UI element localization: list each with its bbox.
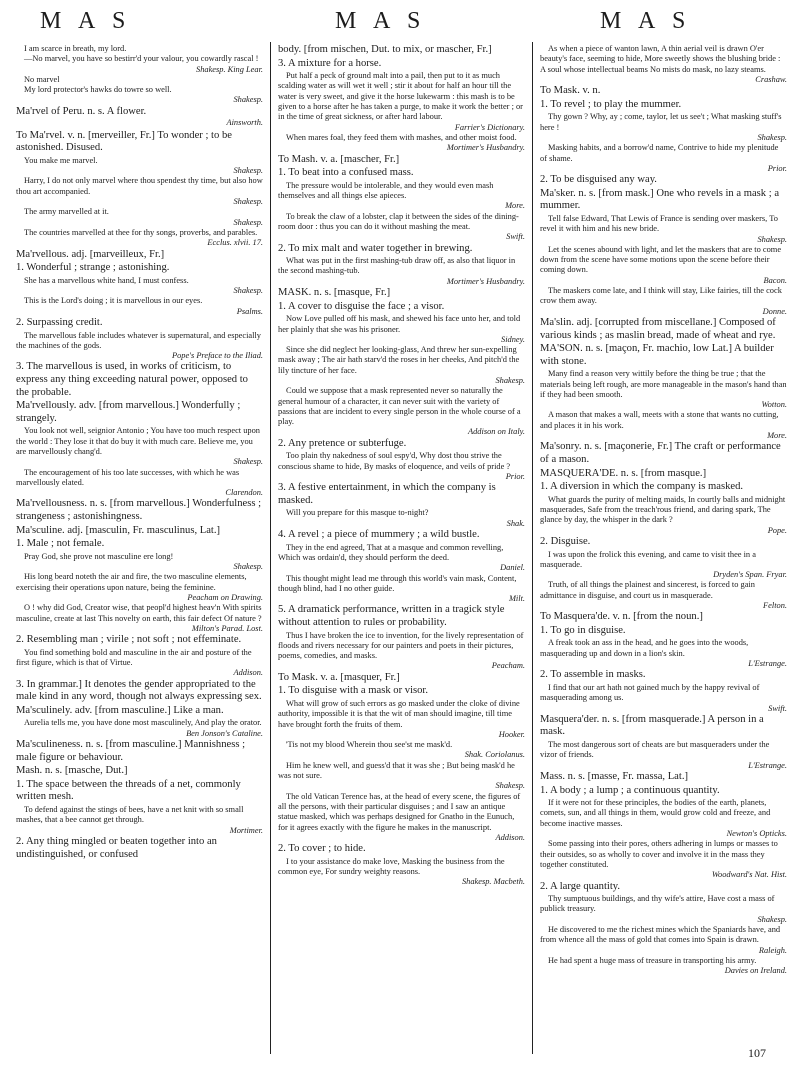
quotation bbox=[540, 550, 787, 581]
citation-source: L'Estrange. bbox=[748, 659, 787, 669]
quotation bbox=[16, 426, 263, 467]
dictionary-entry bbox=[278, 482, 525, 507]
entry-text: They in the end agreed, That at a masque and common revelling, Which was ordain'd, they should perform the deed. bbox=[278, 542, 504, 562]
quotation bbox=[540, 956, 787, 977]
dictionary-entry bbox=[278, 243, 525, 256]
entry-text: 3. The marvellous is used, in works of criticism, to express any thing exceeding natural power, opposed to the probable. bbox=[16, 361, 248, 398]
quotation bbox=[278, 740, 525, 761]
entry-text: Ma'sculine. adj. [masculin, Fr. masculinus, Lat.] bbox=[16, 524, 221, 536]
entry-text: MASK. n. s. [masque, Fr.] bbox=[278, 287, 391, 299]
entry-text: The pressure would be intolerable, and they would even mash themselves and all things else apieces. bbox=[278, 180, 494, 201]
entry-text: If it were not for these principles, the bodies of the earth, planets, comets, sun, and all things in them, would grow cold and freeze, and become inactive masses. bbox=[540, 798, 771, 828]
citation-source: Newton's Opticks. bbox=[726, 829, 787, 839]
citation-source: Woodward's Nat. Hist. bbox=[711, 870, 787, 880]
dictionary-column-2 bbox=[278, 44, 525, 1054]
entry-text: 2. To mix malt and water together in brewing. bbox=[278, 242, 473, 254]
citation-source: Shakesp. bbox=[495, 781, 525, 791]
quotation bbox=[278, 857, 525, 888]
entry-text: My lord protector's hawks do towre so well. bbox=[24, 85, 172, 95]
quotation bbox=[278, 792, 525, 843]
entry-text: Ma'sculineness. n. s. [from masculine.] Mannishness ; male figure or behaviour. bbox=[16, 739, 246, 763]
dictionary-entry bbox=[540, 85, 787, 98]
entry-text: MASQUERA'DE. n. s. [from masque.] bbox=[540, 467, 707, 479]
quotation bbox=[16, 85, 263, 106]
entry-text: What will grow of such errors as go masked under the cloke of divine authority, impossible it is that the wit of man should imagine, till time have brought forth the fruits of them. bbox=[278, 698, 520, 729]
entry-text: A mason that makes a wall, meets with a stone that wants no cutting, and places it in his work. bbox=[540, 410, 779, 430]
entry-text: MA'SON. n. s. [maçon, Fr. machio, low Lat.] A builder with stone. bbox=[540, 343, 774, 367]
citation-source: Mortimer's Husbandry. bbox=[446, 276, 525, 286]
entry-text: Ma'rvellousness. n. s. [from marvellous.] Wonderfulness ; strangeness ; astonishingness. bbox=[16, 498, 262, 523]
dictionary-entry bbox=[278, 154, 525, 167]
quotation bbox=[540, 143, 787, 174]
entry-text: You look not well, seignior Antonio ; You have too much respect upon the world : They lose it that do buy it with much care. Believe me, you are marvellously chang'd. bbox=[16, 426, 260, 456]
citation-source: Addison on Italy. bbox=[468, 427, 525, 437]
page-number: 107 bbox=[748, 1046, 766, 1060]
dictionary-entry bbox=[540, 669, 787, 682]
quotation bbox=[278, 181, 525, 212]
quotation bbox=[540, 410, 787, 441]
dictionary-entry bbox=[540, 174, 787, 187]
quotation bbox=[278, 256, 525, 287]
quotation bbox=[540, 369, 787, 410]
quotation bbox=[540, 798, 787, 839]
dictionary-entry bbox=[278, 167, 525, 180]
entry-text: This thought might lead me through this world's vain mask, Content, though blind, had I no other guide. bbox=[278, 573, 517, 593]
entry-text: body. [from mischen, Dut. to mix, or mascher, Fr.] bbox=[278, 44, 492, 55]
citation-source: Davies on Ireland. bbox=[724, 966, 787, 976]
entry-text: Ma'rvellous. adj. [marveilleux, Fr.] bbox=[16, 248, 165, 260]
entry-text: Could we suppose that a mask represented never so naturally the general humour of a character, it can never suit with the variety of passions that are incident to every single person in the whole course of a play. bbox=[278, 386, 521, 427]
citation-source: Donne. bbox=[762, 306, 787, 316]
citation-source: Shakesp. bbox=[233, 217, 263, 227]
quotation bbox=[540, 740, 787, 771]
dictionary-entry bbox=[16, 525, 263, 538]
dictionary-entry bbox=[16, 705, 263, 718]
quotation bbox=[540, 44, 787, 85]
quotation bbox=[278, 761, 525, 792]
citation-source: Mortimer. bbox=[229, 825, 263, 835]
entry-text: He had spent a huge mass of treasure in transporting his army. bbox=[548, 955, 757, 965]
quotation bbox=[16, 75, 263, 85]
quotation bbox=[16, 805, 263, 836]
entry-text: To Ma'rvel. v. n. [merveiller, Fr.] To wonder ; to be astonished. Disused. bbox=[16, 129, 232, 154]
entry-text: Let the scenes abound with light, and let the maskers that are to come down from the scene have some motions upon the scene before their coming down. bbox=[540, 244, 782, 275]
dictionary-entry bbox=[278, 58, 525, 71]
quotation bbox=[16, 572, 263, 603]
quotation bbox=[278, 699, 525, 740]
citation-source: Swift. bbox=[506, 232, 525, 242]
entry-text: What was put in the first mashing-tub draw off, as also that liquor in the second mashing-tub. bbox=[278, 256, 516, 276]
citation-source: Ben Jonson's Cataline. bbox=[186, 728, 263, 738]
entry-text: You make me marvel. bbox=[24, 155, 98, 165]
quotation bbox=[278, 543, 525, 574]
entry-text: The countries marvelled at thee for thy songs, proverbs, and parables. bbox=[24, 227, 258, 237]
dictionary-entry bbox=[540, 771, 787, 784]
dictionary-entry bbox=[16, 262, 263, 275]
entry-text: 1. To go in disguise. bbox=[540, 624, 626, 636]
citation-source: Shakesp. bbox=[233, 197, 263, 207]
entry-text: 2. Any pretence or subterfuge. bbox=[278, 437, 407, 449]
dictionary-entry bbox=[16, 739, 263, 764]
citation-source: Clarendon. bbox=[225, 488, 263, 498]
entry-text: Ma'sonry. n. s. [maçonerie, Fr.] The craft or performance of a mason. bbox=[540, 441, 781, 465]
entry-text: 1. The space between the threads of a net, commonly written mesh. bbox=[16, 778, 241, 803]
quotation bbox=[16, 552, 263, 573]
entry-text: As when a piece of wanton lawn, A thin aerial veil is drawn O'er beauty's face, seeming to hide, More sweetly shows the blushing bride : A soul whose intellectual beams No mists do mask, no lazy steams. bbox=[540, 44, 781, 74]
dictionary-entry bbox=[16, 679, 263, 704]
quotation bbox=[16, 44, 263, 54]
entry-text: The most dangerous sort of cheats are but masqueraders under the vizor of friends. bbox=[540, 740, 770, 760]
entry-text: You find something bold and masculine in the air and posture of the first figure, which is that of Virtue. bbox=[16, 647, 252, 668]
entry-text: 1. To disguise with a mask or visor. bbox=[278, 685, 429, 697]
dictionary-entry bbox=[278, 438, 525, 451]
column-rule bbox=[532, 42, 533, 1054]
quotation bbox=[16, 207, 263, 228]
entry-text: To break the claw of a lobster, clap it between the sides of the dining-room door : thus you can do it without mashing the meat. bbox=[278, 211, 519, 231]
dictionary-entry bbox=[278, 685, 525, 698]
entry-text: To defend against the stings of bees, have a net knit with so small mashes, that a bee cannot get through. bbox=[16, 805, 244, 825]
dictionary-entry bbox=[16, 634, 263, 647]
entry-text: What guards the purity of melting maids, In courtly balls and midnight masquerades, Safe from the treach'rous friend, and daring spark, The glance by day, the whisper in the dark ? bbox=[540, 494, 786, 525]
entry-text: The encouragement of his too late successes, with which he was marvellously elated. bbox=[16, 467, 240, 487]
entry-text: 2. A large quantity. bbox=[540, 880, 621, 892]
dictionary-entry bbox=[16, 765, 263, 778]
entry-text: Ma'rvel of Peru. n. s. A flower. bbox=[16, 105, 147, 117]
entry-text: To Masquera'de. v. n. [from the noun.] bbox=[540, 611, 703, 623]
quotation bbox=[278, 574, 525, 605]
quotation bbox=[540, 894, 787, 925]
entry-text: Him he knew well, and guess'd that it was she ; But being mask'd he was not sure. bbox=[278, 760, 515, 781]
quotation bbox=[540, 683, 787, 714]
entry-text: 2. Disguise. bbox=[540, 535, 591, 547]
entry-text: Tell false Edward, That Lewis of France is sending over maskers, To revel it with him and his new bride. bbox=[540, 213, 778, 234]
dictionary-entry bbox=[16, 498, 263, 523]
dictionary-entry bbox=[16, 249, 263, 262]
entry-text: Now Love pulled off his mask, and shewed his face unto her, and told her plainly that she was his prisoner. bbox=[278, 314, 521, 334]
dictionary-entry bbox=[16, 361, 263, 399]
entry-text: Will you prepare for this masque to-night? bbox=[286, 508, 429, 518]
citation-source: Prior. bbox=[767, 163, 787, 173]
citation-source: Shak. bbox=[506, 518, 525, 528]
entry-text: Some passing into their pores, others adhering in lumps or masses to their outsides, so as wholly to cover and involve it in the mass they together constituted. bbox=[540, 839, 778, 869]
entry-text: Ma'slin. adj. [corrupted from miscellane.] Composed of various kinds ; as maslin bread, made of wheat and rye. bbox=[540, 316, 776, 341]
dictionary-column-3 bbox=[540, 44, 787, 1054]
citation-source: Felton. bbox=[763, 601, 787, 610]
citation-source: More. bbox=[505, 201, 525, 211]
entry-text: The maskers come late, and I think will stay, Like fairies, till the cock crow them away. bbox=[540, 286, 782, 306]
citation-source: Milton's Parad. Lost. bbox=[191, 623, 263, 633]
dictionary-column-1 bbox=[16, 44, 263, 1054]
dictionary-entry bbox=[540, 188, 787, 213]
entry-text: 2. To assemble in masks. bbox=[540, 669, 646, 681]
entry-text: 2. To be disguised any way. bbox=[540, 174, 657, 186]
entry-text: 1. Wonderful ; strange ; astonishing. bbox=[16, 262, 170, 274]
entry-text: Aurelia tells me, you have done most masculinely, And play the orator. bbox=[24, 718, 262, 728]
dictionary-entry bbox=[16, 779, 263, 804]
dictionary-entry bbox=[540, 99, 787, 112]
citation-source: Pope's Preface to the Iliad. bbox=[171, 351, 263, 361]
entry-text: He discovered to me the richest mines which the Spaniards have, and from whence all the mass of gold that comes into Spain is drawn. bbox=[540, 924, 781, 945]
citation-source: Ecclus. xlvii. 17. bbox=[207, 238, 263, 248]
citation-source: Shakesp. bbox=[233, 166, 263, 176]
quotation bbox=[540, 925, 787, 956]
entry-text: To Mash. v. a. [mascher, Fr.] bbox=[278, 153, 400, 165]
quotation bbox=[16, 718, 263, 739]
entry-text: No marvel bbox=[24, 74, 60, 84]
citation-source: Shak. Coriolanus. bbox=[464, 750, 525, 760]
entry-text: Harry, I do not only marvel where thou spendest thy time, but also how thou art accompanied. bbox=[16, 176, 263, 196]
dictionary-entry bbox=[540, 625, 787, 638]
dictionary-entry bbox=[540, 785, 787, 798]
dictionary-entry bbox=[540, 881, 787, 894]
entry-text: To Mask. v. a. [masquer, Fr.] bbox=[278, 671, 400, 683]
quotation bbox=[16, 228, 263, 249]
entry-text: Thy gown ? Why, ay ; come, taylor, let us see't ; What masking stuff's here ! bbox=[540, 112, 782, 132]
entry-text: 2. Surpassing credit. bbox=[16, 316, 103, 328]
citation-source: More. bbox=[767, 431, 787, 441]
entry-text: His long beard noteth the air and fire, the two masculine elements, exercising their operations upon nature, being the feminine. bbox=[16, 572, 247, 592]
citation-source: Sidney. bbox=[501, 334, 525, 344]
citation-source: Addison. bbox=[233, 668, 263, 678]
citation-source: Addison. bbox=[495, 832, 525, 842]
entry-text: Pray God, she prove not masculine ere long! bbox=[24, 551, 174, 561]
quotation bbox=[278, 451, 525, 482]
quotation bbox=[540, 214, 787, 245]
quotation bbox=[16, 331, 263, 362]
citation-source: Shakesp. bbox=[233, 457, 263, 467]
entry-text: Ma'sker. n. s. [from mask.] One who revels in a mask ; a mummer. bbox=[540, 187, 780, 212]
quotation bbox=[278, 212, 525, 243]
entry-text: Put half a peck of ground malt into a pail, then put to it as much scalding water as will wet it well ; stir it about for half an hour till the water is very sweet, and give it the horse lukewarm : this mash is to be given to a horse after he has taken a purge, to make it work the better ; or in the time of great sickness, or after hard labour. bbox=[278, 71, 523, 122]
quotation bbox=[278, 345, 525, 386]
quotation bbox=[540, 495, 787, 536]
dictionary-entry bbox=[278, 529, 525, 542]
entry-text: 1. A cover to disguise the face ; a visor. bbox=[278, 300, 445, 312]
entry-text: 1. A diversion in which the company is masked. bbox=[540, 481, 744, 493]
entry-text: 1. To beat into a confused mass. bbox=[278, 167, 414, 179]
entry-text: Since she did neglect her looking-glass, And threw her sun-expelling mask away ; The air hath starv'd the roses in her cheeks, And pitch'd the lily tincture of her face. bbox=[278, 345, 520, 375]
quotation bbox=[278, 133, 525, 154]
quotation bbox=[540, 245, 787, 286]
quotation bbox=[540, 112, 787, 143]
dictionary-entry bbox=[278, 843, 525, 856]
entry-text: 1. A body ; a lump ; a continuous quantity. bbox=[540, 784, 720, 796]
entry-text: I was upon the frolick this evening, and came to visit thee in a masquerade. bbox=[540, 549, 756, 569]
entry-text: Mass. n. s. [masse, Fr. massa, Lat.] bbox=[540, 770, 689, 782]
entry-text: 3. In grammar.] It denotes the gender appropriated to the male kind in any word, though not always expressing sex. bbox=[16, 678, 262, 703]
entry-text: Masking habits, and a borrow'd name, Contrive to hide my plenitude of shame. bbox=[540, 143, 779, 163]
citation-source: Daniel. bbox=[500, 563, 525, 573]
citation-source: Shakesp. King Lear. bbox=[196, 64, 263, 74]
running-header-left: M A S bbox=[40, 8, 132, 34]
entry-text: The old Vatican Terence has, at the head of every scene, the figures of all the persons, with their particular disguises ; and I saw an antique statue masked, which was perhaps designed for Gnatho in the Eunuch, for it agrees exactly with the figure he makes in the manuscript. bbox=[278, 791, 521, 832]
dictionary-entry bbox=[540, 481, 787, 494]
entry-text: Thy sumptuous buildings, and thy wife's attire, Have cost a mass of publick treasury. bbox=[540, 894, 775, 914]
citation-source: Shakesp. bbox=[757, 234, 787, 244]
citation-source: Shakesp. bbox=[757, 914, 787, 924]
entry-text: I am scarce in breath, my lord. bbox=[24, 44, 127, 53]
entry-text: Ma'rvellously. adv. [from marvellous.] Wonderfully ; strangely. bbox=[16, 400, 241, 424]
entry-text: I to your assistance do make love, Masking the business from the common eye, For sundry weighty reasons. bbox=[278, 856, 505, 877]
dictionary-entry bbox=[16, 130, 263, 155]
quotation bbox=[278, 71, 525, 133]
entry-text: O ! why did God, Creator wise, that peopl'd highest heav'n With spirits masculine, create at last This novelty on earth, this fair defect Of nature ? bbox=[16, 603, 262, 623]
quotation bbox=[278, 314, 525, 345]
quotation bbox=[16, 276, 263, 297]
entry-text: 2. Any thing mingled or beaten together into an undistinguished, or confused bbox=[16, 835, 217, 860]
quotation bbox=[16, 468, 263, 499]
dictionary-entry bbox=[540, 611, 787, 624]
quotation bbox=[278, 386, 525, 437]
entry-text: 3. A festive entertainment, in which the company is masked. bbox=[278, 482, 496, 506]
entry-text: She has a marvellous white hand, I must confess. bbox=[24, 275, 189, 285]
citation-source: Peacham on Drawing. bbox=[187, 593, 263, 602]
quotation bbox=[16, 648, 263, 679]
dictionary-entry bbox=[540, 343, 787, 368]
entry-text: 2. To cover ; to hide. bbox=[278, 843, 366, 855]
dictionary-entry bbox=[16, 836, 263, 861]
citation-source: Shakesp. bbox=[757, 132, 787, 142]
dictionary-entry bbox=[540, 317, 787, 342]
entry-text: This is the Lord's doing ; it is marvellous in our eyes. bbox=[24, 296, 203, 306]
quotation bbox=[16, 54, 263, 75]
citation-source: Shakesp. bbox=[233, 95, 263, 105]
dictionary-entry bbox=[278, 44, 525, 57]
entry-text: Many find a reason very wittily before the thing be true ; that the materials being left rough, are more manageable in the mason's hand than if they had been smooth. bbox=[540, 369, 787, 399]
entry-text: Masquera'der. n. s. [from masquerade.] A person in a mask. bbox=[540, 713, 764, 738]
entry-text: Too plain thy nakedness of soul espy'd, Why dost thou strive the conscious shame to hide, By masks of eloquence, and veils of pride ? bbox=[278, 451, 511, 471]
citation-source: Shakesp. bbox=[233, 562, 263, 572]
citation-source: Raleigh. bbox=[758, 945, 787, 955]
citation-source: Ainsworth. bbox=[226, 118, 263, 128]
running-header-right: M A S bbox=[600, 8, 692, 34]
citation-source: Farrier's Dictionary. bbox=[454, 122, 525, 132]
citation-source: Mortimer's Husbandry. bbox=[446, 143, 525, 153]
entry-text: A freak took an ass in the head, and he goes into the woods, masquerading up and down in a lion's skin. bbox=[540, 638, 749, 658]
quotation bbox=[16, 603, 263, 634]
entry-text: 3. A mixture for a horse. bbox=[278, 57, 382, 69]
citation-source: L'Estrange. bbox=[748, 760, 787, 770]
dictionary-entry bbox=[16, 317, 263, 330]
entry-text: 1. To revel ; to play the mummer. bbox=[540, 98, 682, 110]
entry-text: The army marvelled at it. bbox=[24, 207, 109, 217]
entry-text: When mares foal, they feed them with mashes, and other moist food. bbox=[286, 132, 517, 142]
entry-text: 2. Resembling man ; virile ; not soft ; not effeminate. bbox=[16, 634, 242, 646]
dictionary-entry bbox=[278, 287, 525, 300]
citation-source: Bacon. bbox=[763, 275, 787, 285]
dictionary-entry bbox=[278, 301, 525, 314]
entry-text: 4. A revel ; a piece of mummery ; a wild bustle. bbox=[278, 529, 480, 541]
citation-source: Crashaw. bbox=[755, 74, 787, 84]
entry-text: 1. Male ; not female. bbox=[16, 538, 105, 550]
dictionary-entry bbox=[16, 400, 263, 425]
quotation bbox=[540, 638, 787, 669]
citation-source: Peacham. bbox=[491, 661, 525, 671]
citation-source: Pope. bbox=[767, 525, 787, 535]
dictionary-entry bbox=[540, 536, 787, 549]
dictionary-entry bbox=[540, 468, 787, 481]
dictionary-entry bbox=[278, 604, 525, 629]
citation-source: Shakesp. bbox=[495, 375, 525, 385]
entry-text: 5. A dramatick performance, written in a tragick style without attention to rules or probability. bbox=[278, 604, 505, 628]
quotation bbox=[540, 839, 787, 880]
citation-source: Prior. bbox=[505, 471, 525, 481]
entry-text: Truth, of all things the plainest and sincerest, is forced to gain admittance in disguise, and court us in masquerade. bbox=[540, 580, 755, 600]
citation-source: Wotton. bbox=[761, 400, 787, 410]
column-rule bbox=[270, 42, 271, 1054]
entry-text: —No marvel, you have so bestirr'd your valour, you cowardly rascal ! bbox=[24, 54, 259, 64]
citation-source: Dryden's Span. Fryar. bbox=[713, 570, 787, 580]
citation-source: Shakesp. bbox=[233, 286, 263, 296]
entry-text: 'Tis not my blood Wherein thou see'st me mask'd. bbox=[286, 740, 453, 750]
citation-source: Hooker. bbox=[498, 729, 525, 739]
entry-text: I find that our art hath not gained much by the happy revival of masquerading among us. bbox=[540, 682, 760, 703]
citation-source: Psalms. bbox=[236, 306, 263, 316]
dictionary-entry bbox=[278, 672, 525, 685]
entry-text: To Mask. v. n. bbox=[540, 85, 601, 97]
dictionary-entry bbox=[540, 441, 787, 466]
entry-text: Thus I have broken the ice to invention, for the lively representation of floods and rivers necessary for our painters and poets in their pictures, poems, comedies, and masks. bbox=[278, 630, 524, 661]
citation-source: Shakesp. Macbeth. bbox=[461, 877, 525, 887]
dictionary-entry bbox=[16, 106, 263, 129]
dictionary-entry bbox=[16, 538, 263, 551]
entry-text: Ma'sculinely. adv. [from masculine.] Like a man. bbox=[16, 704, 224, 716]
quotation bbox=[16, 156, 263, 177]
entry-text: The marvellous fable includes whatever is supernatural, and especially the machines of the gods. bbox=[16, 330, 261, 350]
running-header-center: M A S bbox=[335, 8, 427, 34]
quotation bbox=[278, 631, 525, 672]
quotation bbox=[16, 296, 263, 317]
dictionary-entry bbox=[540, 714, 787, 739]
citation-source: Swift. bbox=[768, 703, 787, 713]
quotation bbox=[540, 286, 787, 317]
quotation bbox=[540, 580, 787, 611]
entry-text: Mash. n. s. [masche, Dut.] bbox=[16, 765, 128, 777]
quotation bbox=[16, 176, 263, 207]
citation-source: Milt. bbox=[508, 594, 525, 604]
quotation bbox=[278, 508, 525, 529]
